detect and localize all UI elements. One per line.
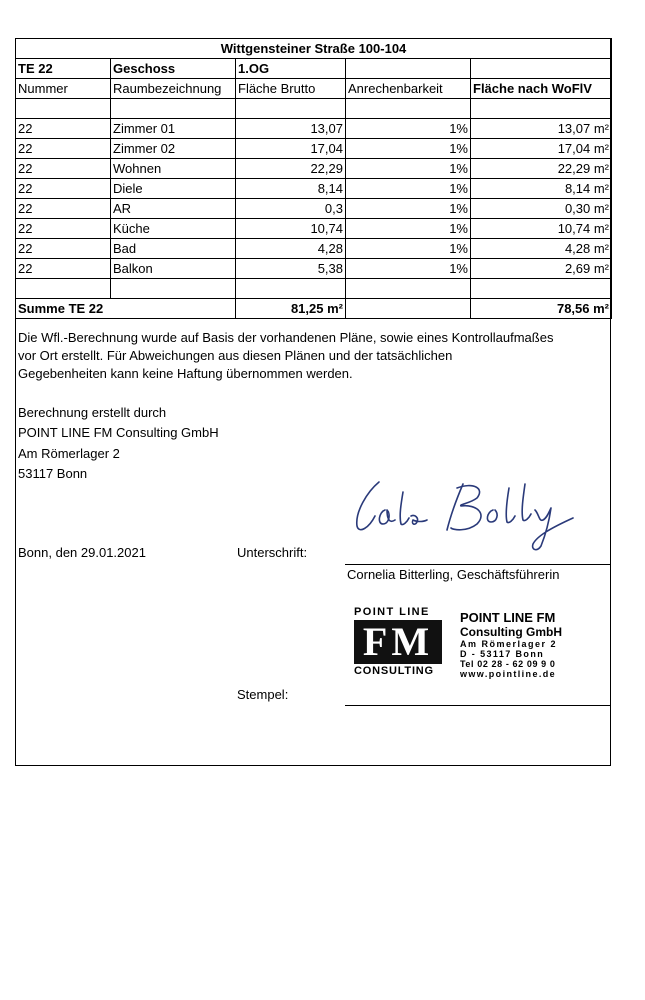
cell-room-name: Diele: [111, 179, 236, 199]
cell-room-number: 22: [16, 139, 111, 159]
col-header-room: Raumbezeichnung: [111, 79, 236, 99]
cell-factor: 1%: [346, 259, 471, 279]
signer-name: Cornelia Bitterling, Geschäftsführerin: [347, 567, 560, 582]
summary-label: Summe TE 22: [16, 299, 236, 319]
cell-factor: 1%: [346, 139, 471, 159]
company-stamp: [460, 610, 562, 680]
spacer-row: [16, 279, 612, 299]
table-row: [16, 139, 612, 159]
table-row: [16, 159, 612, 179]
signature-line: [345, 564, 611, 565]
cell-factor: 1%: [346, 199, 471, 219]
spacer-row: [16, 99, 612, 119]
summary-net-area: 78,56 m²: [471, 299, 612, 319]
company-logo: [354, 606, 449, 678]
table-row: [16, 219, 612, 239]
floor-label: Geschoss: [111, 59, 236, 79]
cell-net-area: 4,28 m²: [471, 239, 612, 259]
cell-factor: 1%: [346, 159, 471, 179]
cell-room-name: Zimmer 02: [111, 139, 236, 159]
cell-gross-area: 0,3: [236, 199, 346, 219]
table-row: [16, 179, 612, 199]
cell-room-name: Zimmer 01: [111, 119, 236, 139]
cell-room-number: 22: [16, 199, 111, 219]
stamp-name: POINT LINE FM: [460, 610, 556, 625]
cell-factor: 1%: [346, 219, 471, 239]
company-city: 53117 Bonn: [18, 465, 88, 481]
cell-room-name: Wohnen: [111, 159, 236, 179]
prepared-by-intro: Berechnung erstellt durch: [18, 405, 167, 420]
col-header-factor: Anrechenbarkeit: [346, 79, 471, 99]
table-row: [16, 199, 612, 219]
cell-gross-area: 17,04: [236, 139, 346, 159]
logo-text-top: POINT LINE: [354, 606, 430, 618]
cell-room-number: 22: [16, 259, 111, 279]
disclaimer-line: vor Ort erstellt. Für Abweichungen aus diesen Plänen und der tatsächlichen: [18, 348, 453, 363]
summary-gross-area: 81,25 m²: [236, 299, 346, 319]
cell-net-area: 13,07 m²: [471, 119, 612, 139]
cell-room-number: 22: [16, 179, 111, 199]
cell-gross-area: 13,07: [236, 119, 346, 139]
col-header-net-area: Fläche nach WoFlV: [471, 79, 612, 99]
cell-gross-area: 4,28: [236, 239, 346, 259]
signature-label: Unterschrift:: [237, 545, 308, 560]
cell-gross-area: 10,74: [236, 219, 346, 239]
cell-room-name: Balkon: [111, 259, 236, 279]
cell-room-number: 22: [16, 159, 111, 179]
stamp-line: [345, 705, 611, 706]
cell-net-area: 0,30 m²: [471, 199, 612, 219]
place-date: Bonn, den 29.01.2021: [18, 545, 146, 560]
summary-row: [16, 299, 612, 319]
cell-gross-area: 8,14: [236, 179, 346, 199]
cell-factor: 1%: [346, 239, 471, 259]
cell-net-area: 8,14 m²: [471, 179, 612, 199]
prepared-by-block: [18, 403, 219, 484]
disclaimer-line: Die Wfl.-Berechnung wurde auf Basis der vorhandenen Pläne, sowie eines Kontrollaufmaßes: [18, 330, 554, 345]
unit-label: TE 22: [16, 59, 111, 79]
table-row: [16, 119, 612, 139]
stamp-label: Stempel:: [237, 687, 289, 702]
stamp-website: www.pointline.de: [460, 669, 557, 679]
stamp-street: Am Römerlager 2: [460, 639, 558, 649]
stamp-name2: Consulting GmbH: [460, 625, 562, 639]
table-row: [16, 239, 612, 259]
cell-room-name: AR: [111, 199, 236, 219]
col-header-number: Nummer: [16, 79, 111, 99]
table-title: Wittgensteiner Straße 100-104: [16, 39, 612, 59]
floor-value: 1.OG: [236, 59, 346, 79]
cell-room-name: Bad: [111, 239, 236, 259]
logo-text-mid: FM: [354, 620, 442, 664]
col-header-gross-area: Fläche Brutto: [236, 79, 346, 99]
cell-gross-area: 22,29: [236, 159, 346, 179]
header-row: [16, 79, 612, 99]
cell-room-number: 22: [16, 119, 111, 139]
title-row: [16, 39, 612, 59]
disclaimer-line: Gegebenheiten kann keine Haftung übernommen werden.: [18, 366, 353, 381]
unit-row: [16, 59, 612, 79]
disclaimer: [18, 329, 553, 383]
cell-net-area: 22,29 m²: [471, 159, 612, 179]
logo-text-bottom: CONSULTING: [354, 665, 434, 677]
cell-net-area: 2,69 m²: [471, 259, 612, 279]
cell-net-area: 17,04 m²: [471, 139, 612, 159]
cell-room-name: Küche: [111, 219, 236, 239]
cell-net-area: 10,74 m²: [471, 219, 612, 239]
company-name: POINT LINE FM Consulting GmbH: [18, 425, 219, 441]
stamp-city: D - 53117 Bonn: [460, 649, 545, 659]
stamp-phone: Tel 02 28 - 62 09 9 0: [460, 659, 556, 669]
table-row: [16, 259, 612, 279]
cell-factor: 1%: [346, 119, 471, 139]
cell-room-number: 22: [16, 219, 111, 239]
company-street: Am Römerlager 2: [18, 445, 120, 461]
cell-gross-area: 5,38: [236, 259, 346, 279]
signature-image: [345, 470, 585, 562]
area-table: [15, 38, 612, 319]
cell-factor: 1%: [346, 179, 471, 199]
cell-room-number: 22: [16, 239, 111, 259]
